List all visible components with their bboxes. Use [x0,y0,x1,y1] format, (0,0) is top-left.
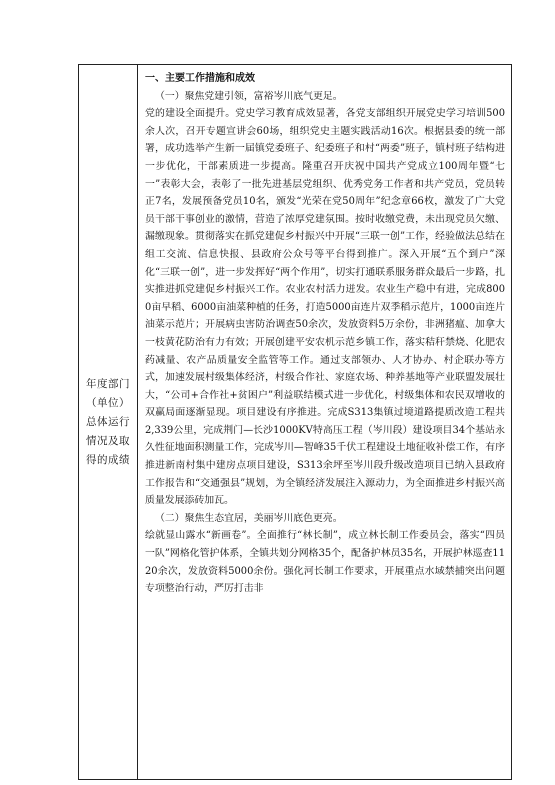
section-title: 一、主要工作措施和成效 [145,73,255,84]
row-label: 年度部门（单位）总体运行情况及取得的成绩 [86,377,130,466]
subsection-1-title: （一）聚焦党建引领，富裕岑川底气更足。 [155,90,343,102]
row-label-cell [79,65,137,779]
subsection-2-body: 绘就显山露水“新画卷”。全面推行“林长制”，成立林长制工作委员会，落实“四员一队”网格化管护体系，全镇共划分网格35个，配备护林员35名，开展护林巡查1120余次，发放资料5000余份。强化河长制工作要求，开展重点水域禁捕突出问题专项整治行动，严厉打击非 [145,530,505,595]
subsection-2-title: （二）聚焦生态宜居，美丽岑川底色更亮。 [155,512,343,524]
report-table [78,64,512,780]
subsection-1-body: 党的建设全面提升。党史学习教育成效显著，各党支部组织开展党史学习培训500余人次，召开专题宣讲会60场，组织党史主题实践活动16次。根据县委的统一部署，成功选举产生新一届镇党委班子、纪委班子和村“两委”班子，镇村班子结构进一步优化，干部素质进一步提高。隆重召开庆祝中国共产党成立100周年暨“七一”表彰大会，表彰了一批先进基层党组织、优秀党务工作者和共产党员，党员转正7名，发展预备党员10名，颁发“光荣在党50周年”纪念章66枚，激发了广大党员干部干事创业的激情，营造了浓厚党建氛围。按时收缴党费，未出现党员欠缴、漏缴现象。贯彻落实在抓党建促乡村振兴中开展“三联一创”工作，经验做法总结在组工交流、信息快报、县政府公众号等平台得到推广。深入开展“五个到户”深化“三联一创”，进一步发挥好“两个作用”，切实打通联系服务群众最后一步路，扎实推进抓党建促乡村振兴工作。农业农村活力迸发。农业生产稳中有进，完成8000亩早稻、6000亩油菜种植的任务，打造5000亩连片双季稻示范片，1000亩连片油菜示范片；开展病虫害防治调查50余次，发放资料5万余份，非洲猪瘟、加拿大一枝黄花防治有力有效；开展创建平安农机示范乡镇工作，落实秸秆禁烧、化肥农药减量、农产品质量安全监管等工作。通过支部领办、人才协办、村企联办等方式，加速发展村级集体经济，村级合作社、家庭农场、种养基地等产业联盟发展壮大，“公司+合作社+贫困户”利益联结模式进一步优化，村级集体和农民双增收的双赢局面逐渐显现。项目建设有序推进。完成S313集镇过境道路提质改造工程共2,339公里，完成荆门—长沙1000KV特高压工程（岑川段）建设项目34个基站永久性征地面积测量工作，完成岑川—智峰35千伏工程建设土地征收补偿工作，有序推进新南村集中建房点项目建设，S313余坪至岑川段升级改造项目已纳入县政府工作报告和“交通强县”规划，为全镇经济发展注入源动力，为全面推进乡村振兴高质量发展添砖加瓦。 [145,108,505,507]
content-cell [138,65,511,779]
